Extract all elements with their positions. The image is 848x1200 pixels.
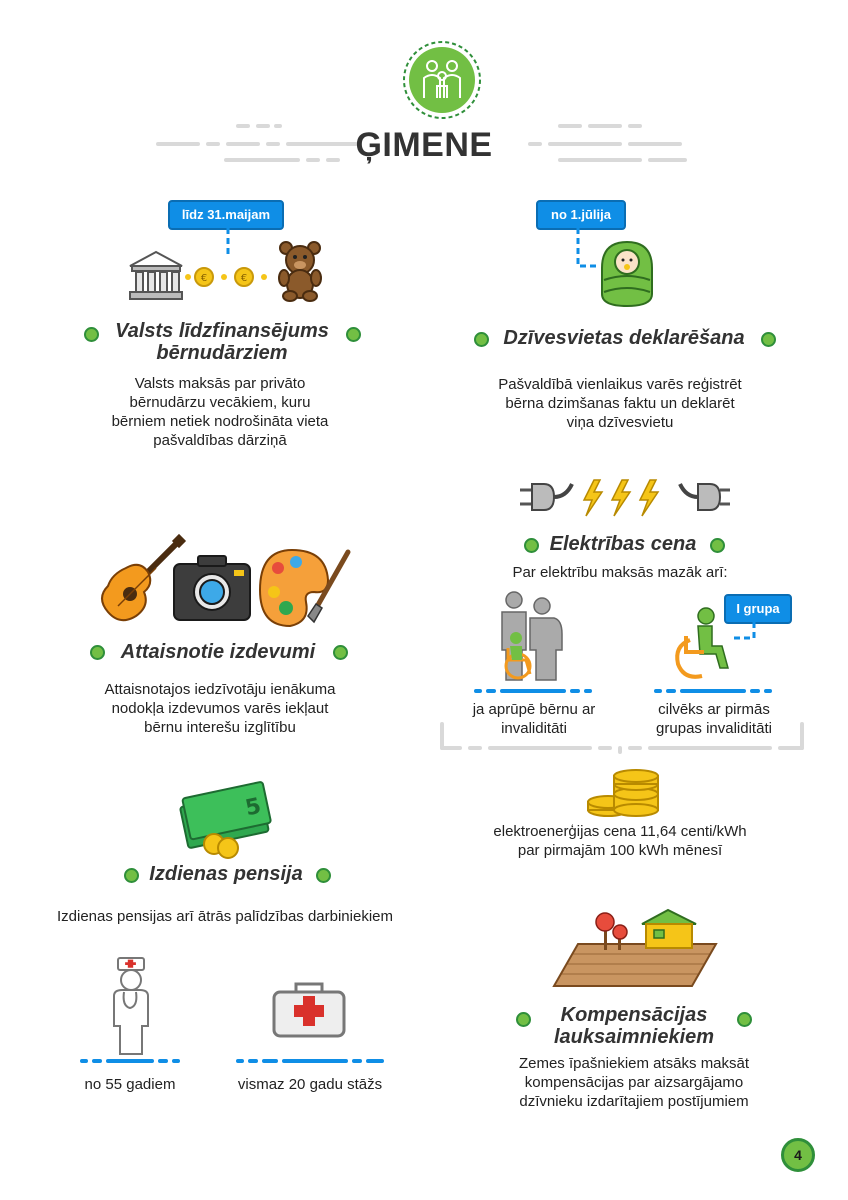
bullet-dot <box>333 645 348 660</box>
date-tag-kindergarten: līdz 31.maijam <box>168 200 284 230</box>
pension-age-caption: no 55 gadiem <box>84 1076 176 1093</box>
bullet-dot <box>124 868 139 883</box>
bullet-dot <box>524 538 539 553</box>
teddy-bear-icon <box>276 240 324 302</box>
euro-coins-icon <box>184 265 274 289</box>
heading-line: lauksaimniekiem <box>553 1026 715 1048</box>
section-heading-residence: Dzīvesvietas deklarēšana <box>503 327 745 349</box>
bullet-dot <box>737 1012 752 1027</box>
bullet-dot <box>316 868 331 883</box>
heading-line: Valsts līdzfinansējums <box>115 320 329 342</box>
body-line: Valsts maksās par privāto <box>134 375 306 392</box>
pension-service-caption: vismaz 20 gadu stāžs <box>237 1076 383 1093</box>
section-body-expenses <box>60 680 380 737</box>
heading-line: Kompensācijas <box>560 1004 708 1026</box>
body-line: invaliditāti <box>501 720 567 737</box>
coin-stack-icon <box>586 766 662 818</box>
date-tag-residence: no 1.jūlija <box>536 200 626 230</box>
electricity-intro: Par elektrību maksās mazāk arī: <box>512 564 728 581</box>
bank-icon <box>128 250 184 302</box>
bracket-connector <box>440 722 804 752</box>
body-line: cilvēks ar pirmās <box>658 701 770 718</box>
baby-icon <box>596 238 658 308</box>
bullet-dot <box>84 327 99 342</box>
body-line: dzīvnieku izdarītajiem postījumiem <box>519 1093 749 1110</box>
section-heading-kindergarten <box>104 320 340 364</box>
section-heading-electricity: Elektrības cena <box>549 533 697 555</box>
svg-text:€: € <box>240 273 248 284</box>
bullet-dot <box>346 327 361 342</box>
body-line: nodokļa izdevumos varēs iekļaut <box>111 700 329 717</box>
svg-text:€: € <box>200 273 208 284</box>
section-body-kindergarten <box>60 374 380 450</box>
electricity-price <box>460 822 780 860</box>
medic-icon <box>108 956 154 1056</box>
body-line: ja aprūpē bērnu ar <box>472 701 596 718</box>
body-line: pašvaldības dārziņā <box>153 432 287 449</box>
body-line: bērna dzimšanas faktu un deklarēt <box>505 395 735 412</box>
dashed-divider <box>80 1058 180 1064</box>
page-title: ĢIMENE <box>355 126 493 164</box>
section-heading-farmers <box>534 1004 734 1048</box>
page-number: 4 <box>781 1138 815 1172</box>
body-line: kompensācijas par aizsargājamo <box>524 1074 744 1091</box>
body-line: viņa dzīvesvietu <box>566 414 674 431</box>
body-line: grupas invaliditāti <box>656 720 772 737</box>
body-line: par pirmajām 100 kWh mēnesī <box>517 842 723 859</box>
section-body-residence <box>460 375 780 432</box>
caregiver-with-child-icon <box>496 590 572 684</box>
family-icon <box>402 40 482 120</box>
tag-connector <box>730 622 760 652</box>
body-line: bērnu interešu izglītību <box>144 719 296 736</box>
bullet-dot <box>761 332 776 347</box>
camera-icon <box>172 552 252 622</box>
body-line: elektroenerģijas cena 11,64 centi/kWh <box>493 823 747 840</box>
bullet-dot <box>710 538 725 553</box>
bullet-dot <box>90 645 105 660</box>
section-body-pension: Izdienas pensijas arī ātrās palīdzības darbiniekiem <box>56 908 393 925</box>
bullet-dot <box>516 1012 531 1027</box>
body-line: bērniem netiek nodrošināta vieta <box>111 413 329 430</box>
dashed-divider <box>236 1058 384 1064</box>
plug-icon <box>520 480 580 516</box>
body-line: bērnudārzu vecākiem, kuru <box>129 394 311 411</box>
lightning-icon <box>580 478 666 518</box>
section-body-farmers <box>474 1054 794 1111</box>
dashed-divider <box>474 688 594 694</box>
tag-connector <box>224 228 234 258</box>
dashed-divider <box>654 688 774 694</box>
money-value-text: 5 <box>243 793 264 822</box>
section-heading-expenses: Attaisnotie izdevumi <box>120 641 316 663</box>
body-line: Pašvaldībā vienlaikus varēs reģistrēt <box>498 376 742 393</box>
wheelchair-icon <box>670 606 734 682</box>
farm-land-icon <box>550 906 720 988</box>
heading-line: bērnudārziem <box>156 342 288 364</box>
bullet-dot <box>474 332 489 347</box>
body-line: Zemes īpašniekiem atsāks maksāt <box>518 1055 750 1072</box>
socket-icon <box>676 480 732 516</box>
first-aid-kit-icon <box>272 978 346 1038</box>
money-icon <box>178 784 274 860</box>
group-tag: I grupa <box>724 594 792 624</box>
palette-icon <box>256 546 352 630</box>
body-line: Attaisnotajos iedzīvotāju ienākuma <box>104 681 336 698</box>
section-heading-pension: Izdienas pensija <box>149 863 303 885</box>
